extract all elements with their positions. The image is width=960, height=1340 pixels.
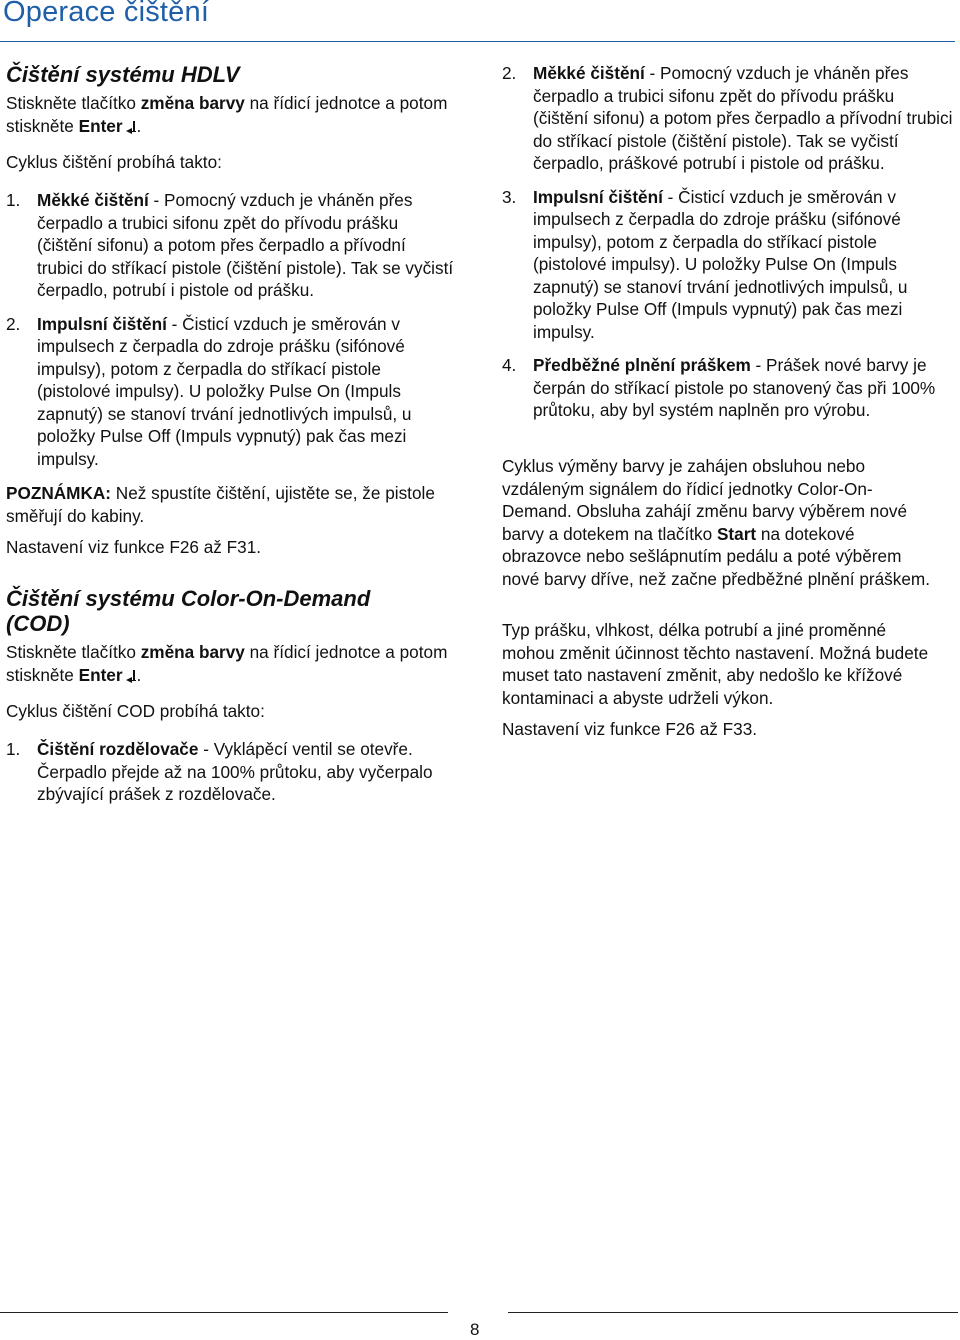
step-text: - Prášek nové barvy je čerpán do stříkací pistole po stanovený čas při 100% průtoku, aby byl systém naplněn pro výrobu.: [533, 355, 936, 420]
hdlv-cycle-text: Cyklus čištění probíhá takto:: [6, 152, 222, 172]
paragraph-text-a: Cyklus výměny barvy je zahájen obsluhou nebo vzdáleným signálem do řídicí jednotky Color-On-Demand. Obsluha zahájí změnu barvy výběrem nové barvy a dotekem na tlačítko: [502, 456, 908, 544]
step-title: Impulsní čištění: [37, 313, 167, 334]
cod-intro-text-a: Stiskněte tlačítko: [6, 642, 141, 662]
step-text: - Pomocný vzduch je vháněn přes čerpadlo a trubici sifonu zpět do přívodu prášku (čištění sifonu) a potom přes čerpadlo a přívodní trubici do stříkací pistole (čištění pistole). Tak se vyčistí čerpadlo, práškové potrubí i pistole od prášku.: [533, 63, 953, 173]
cod-intro-enter: Enter: [78, 664, 123, 685]
page-title: Operace čištění: [3, 0, 210, 28]
cod-intro-text-c: na řídicí jednotce a potom stiskněte: [6, 642, 448, 685]
enter-key-icon: [125, 120, 137, 135]
enter-key-icon: [125, 669, 137, 684]
hdlv-intro-text-a: Stiskněte tlačítko: [6, 93, 141, 113]
step-text: - Čisticí vzduch je směrován v impulsech z čerpadla do zdroje prášku (sifónové impulsy), potom z čerpadla do stříkací pistole (pistolové impulsy). U položky Pulse On (Impuls zapnutý) se stanoví trvání jednotlivých impulsů, u položky Pulse Off (Impuls vypnutý) pak čas mezi impulsy.: [533, 186, 908, 342]
hdlv-heading: Čištění systému HDLV: [6, 62, 240, 87]
step-title: Čištění rozdělovače: [37, 739, 199, 759]
step-number: 2.: [502, 63, 517, 83]
hdlv-intro-color-change: změna barvy: [140, 93, 245, 113]
cod-steps-list: [6, 738, 458, 806]
step-text: - Pomocný vzduch je vháněn přes čerpadlo a trubici sifonu zpět do přívodu prášku (čištění sifonu) a potom přes čerpadlo a přívodní trubici do stříkací pistole (čištění pistole). Tak se vyčistí čerpadlo, potrubí i pistole od prášku.: [37, 190, 454, 300]
step-number: 1.: [6, 190, 21, 210]
hdlv-steps-list: [6, 189, 454, 470]
step-text: - Čisticí vzduch je směrován v impulsech z čerpadla do zdroje prášku (sifónové impulsy), potom z čerpadla do stříkací pistole (pistolové impulsy). U položky Pulse On (Impuls zapnutý) se stanoví trvání jednotlivých impulsů, u položky Pulse Off (Impuls vypnutý) pak čas mezi impulsy.: [37, 313, 412, 469]
cod-settings-ref: Nastavení viz funkce F26 až F33.: [502, 719, 758, 739]
cod-intro: Stiskněte tlačítko změna barvy na řídicí jednotce a potom stiskněte Enter .: [6, 642, 448, 685]
hdlv-intro: Stiskněte tlačítko změna barvy na řídicí jednotce a potom stiskněte Enter .: [6, 93, 448, 136]
cod-intro-color-change: změna barvy: [140, 642, 245, 662]
note-label: POZNÁMKA:: [6, 483, 112, 503]
start-label: Start: [716, 523, 757, 544]
cod-cycle-text: Cyklus čištění COD probíhá takto:: [6, 701, 265, 721]
step-number: 1.: [6, 739, 21, 759]
page-number: 8: [470, 1320, 480, 1339]
hdlv-intro-text-c: na řídicí jednotce a potom stiskněte: [6, 93, 448, 136]
footer-rule-left: [0, 1312, 448, 1313]
step-number: 2.: [6, 313, 21, 334]
step-title: Impulsní čištění: [533, 186, 663, 207]
hdlv-settings-ref: Nastavení viz funkce F26 až F31.: [6, 537, 262, 557]
list-item: [502, 354, 954, 422]
step-number: 3.: [502, 186, 517, 207]
step-title: Měkké čištění: [37, 190, 149, 210]
cod-steps-list-continued: [502, 62, 954, 422]
step-number: 4.: [502, 355, 517, 375]
paragraph-text-b: na dotekové obrazovce nebo sešlápnutím pedálu a poté výběrem nové barvy dříve, než začne předběžné plnění práškem.: [502, 523, 931, 589]
list-item: [502, 62, 954, 175]
footer-rule-right: [508, 1312, 958, 1313]
step-title: Měkké čištění: [533, 63, 645, 83]
header-rule: [0, 41, 955, 42]
list-item: [6, 738, 458, 806]
list-item: [502, 186, 954, 344]
cod-heading: Čištění systému Color-On-Demand (COD): [6, 586, 371, 636]
step-title: Předběžné plnění práškem: [533, 355, 751, 375]
note-text: Než spustíte čištění, ujistěte se, že pistole směřují do kabiny.: [6, 483, 435, 526]
variables-paragraph: Typ prášku, vlhkost, délka potrubí a jiné proměnné mohou změnit účinnost těchto nastavení. Možná budete muset tato nastavení změnit, aby nedošlo ke křížové kontaminaci a abyste udrželi výkon.: [502, 620, 929, 708]
step-text: - Vyklápěcí ventil se otevře. Čerpadlo přejde až na 100% průtoku, aby vyčerpalo zbývající prášek z rozdělovače.: [37, 739, 433, 804]
list-item: [6, 189, 454, 302]
color-change-paragraph: [502, 455, 932, 590]
list-item: [6, 313, 454, 471]
hdlv-intro-enter: Enter: [78, 115, 123, 136]
hdlv-note: [6, 482, 446, 527]
